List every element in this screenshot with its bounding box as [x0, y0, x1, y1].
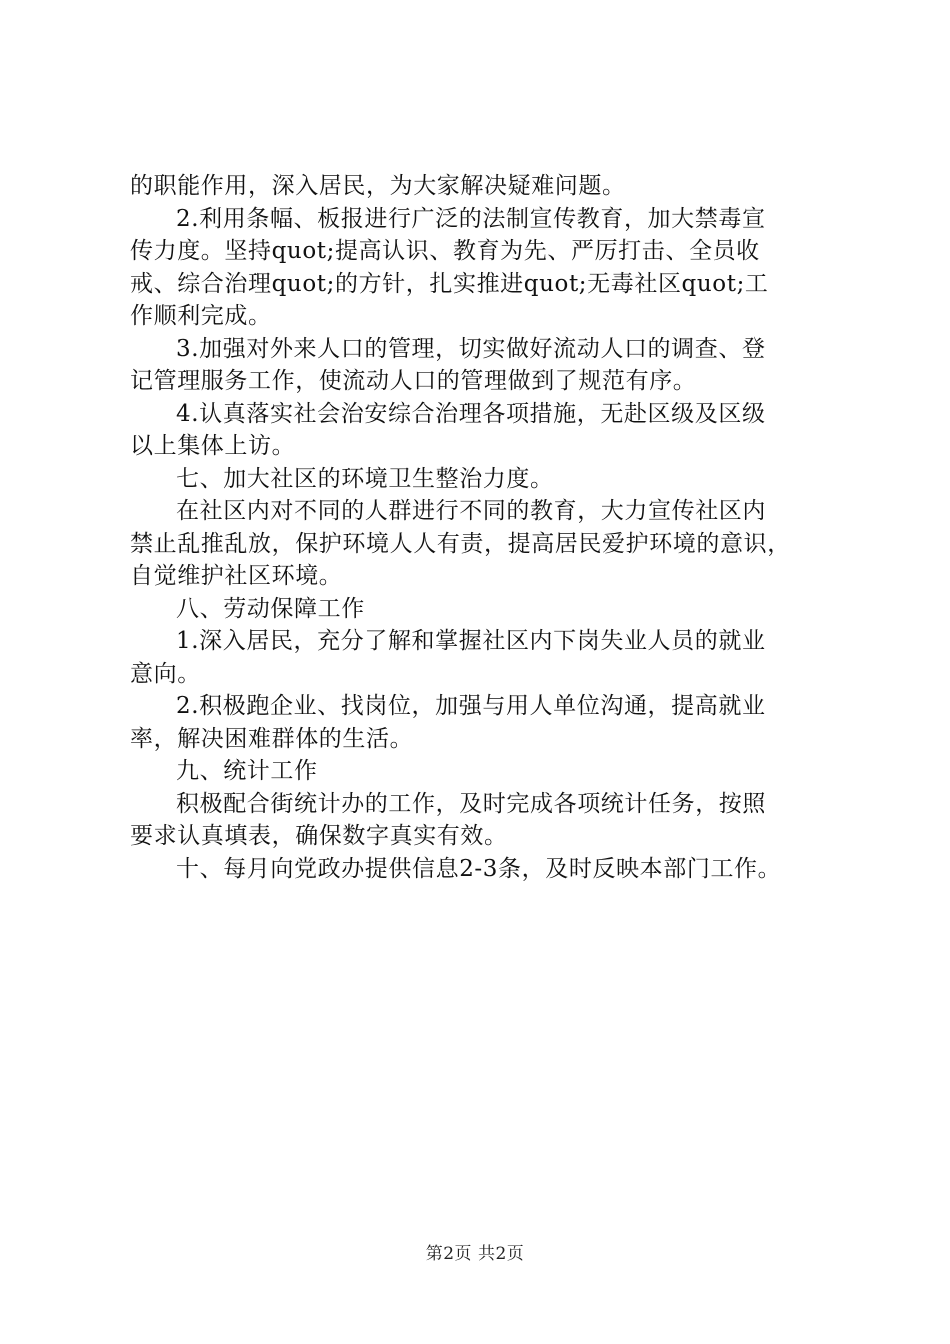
text-line: 作顺利完成。	[130, 303, 272, 329]
document-body	[130, 170, 830, 885]
text-line: 传力度。坚持quot;提高认识、教育为先、严厉打击、全员收	[130, 238, 760, 264]
text-line: 积极配合街统计办的工作，及时完成各项统计任务，按照	[176, 790, 766, 817]
text-line: 意向。	[130, 660, 201, 687]
text-line: 2.利用条幅、板报进行广泛的法制宣传教育，加大禁毒宣	[176, 205, 766, 232]
text-line: 自觉维护社区环境。	[130, 563, 343, 589]
text-line: 3.加强对外来人口的管理，切实做好流动人口的调查、登	[176, 335, 766, 362]
text-line: 七、加大社区的环境卫生整治力度。	[176, 465, 554, 492]
text-line: 要求认真填表，确保数字真实有效。	[130, 823, 508, 849]
text-line: 八、劳动保障工作	[176, 595, 365, 622]
text-line: 2.积极跑企业、找岗位，加强与用人单位沟通，提高就业	[176, 693, 766, 719]
text-line: 率，解决困难群体的生活。	[130, 725, 414, 752]
text-line: 4.认真落实社会治安综合治理各项措施，无赴区级及区级	[176, 400, 766, 427]
text-line: 1.深入居民，充分了解和掌握社区内下岗失业人员的就业	[176, 628, 766, 654]
text-line: 戒、综合治理quot;的方针，扎实推进quot;无毒社区quot;工	[130, 270, 769, 297]
text-line: 的职能作用，深入居民，为大家解决疑难问题。	[130, 173, 626, 199]
text-line: 在社区内对不同的人群进行不同的教育，大力宣传社区内	[176, 498, 766, 524]
page-number-footer: 第2页 共2页	[425, 1244, 525, 1264]
text-line: 十、每月向党政办提供信息2-3条，及时反映本部门工作。	[176, 855, 782, 882]
text-line: 以上集体上访。	[130, 433, 296, 459]
text-line: 九、统计工作	[176, 758, 318, 784]
text-line: 记管理服务工作，使流动人口的管理做到了规范有序。	[130, 368, 697, 394]
text-line: 禁止乱推乱放，保护环境人人有责，提高居民爱护环境的意识，	[130, 530, 791, 557]
